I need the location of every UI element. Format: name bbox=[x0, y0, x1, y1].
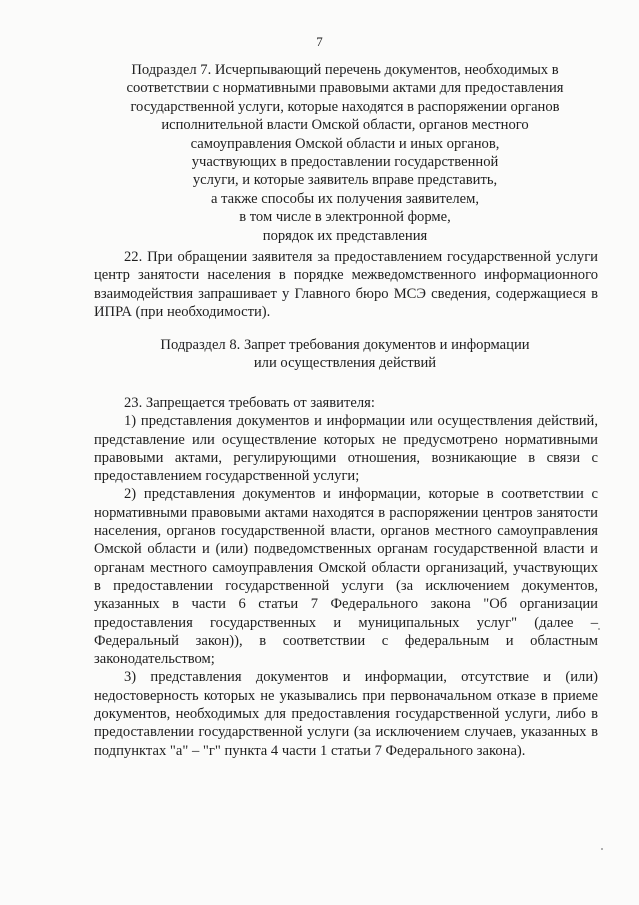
list-item: 3) представления документов и информации, отсутствие и (или) недостоверность которых не указывались при первоначальном отказе в приеме документов, необходимых для предоставления государственной услуги, либо в предоставлении государственной услуги (за исключением случаев, указанных в подпунктах "а" – "г" пункта 4 части 1 статьи 7 Федерального закона). bbox=[94, 669, 598, 759]
heading-line: в том числе в электронной форме, bbox=[239, 209, 451, 226]
heading-line: или осуществления действий bbox=[253, 355, 437, 372]
heading-line: порядок их представления bbox=[262, 227, 428, 244]
paragraph-23 bbox=[94, 394, 598, 760]
heading-line: соответствии с нормативными правовыми актами для предоставления bbox=[126, 80, 564, 97]
page-number: 7 bbox=[316, 34, 323, 49]
heading-line: государственной услуги, которые находятся в распоряжении органов bbox=[130, 98, 560, 115]
heading-line: Подраздел 7. Исчерпывающий перечень документов, необходимых в bbox=[131, 62, 559, 78]
subsection-7-heading bbox=[95, 61, 595, 245]
heading-line: услуги, и которые заявитель вправе представить, bbox=[192, 172, 498, 189]
paragraph-22: 22. При обращении заявителя за предоставлением государственной услуги центр занятости населения в порядке межведомственного информационного взаимодействия запрашивает у Главного бюро МСЭ сведения, содержащиеся в ИПРА (при необходимости). bbox=[94, 249, 598, 320]
heading-line: самоуправления Омской области и иных органов, bbox=[190, 135, 500, 152]
heading-line: Подраздел 8. Запрет требования документов и информации bbox=[160, 337, 530, 353]
list-item: 2) представления документов и информации, которые в соответствии с нормативными правовыми актами находятся в распоряжении центров занятости населения, органов государственной власти, органов местного самоуправления Омской области и (или) подведомственных органам государственной власти и органам местного самоуправления Омской области организаций, участвующих в предоставлении государственной услуги (за исключением документов, указанных в части 6 статьи 7 Федерального закона "Об организации предоставления государственных и муниципальных услуг" (далее – Федеральный закон)), в соответствии с федеральным и областным законодательством; bbox=[94, 486, 598, 668]
list-item: 1) представления документов и информации или осуществления действий, представление или осуществление которых не предусмотрено нормативными правовыми актами, регулирующими отношения, возникающие в связи с предоставлением государственной услуги; bbox=[94, 413, 598, 485]
heading-line: исполнительной власти Омской области, органов местного bbox=[161, 117, 529, 134]
scan-speck bbox=[601, 848, 603, 850]
heading-line: участвующих в предоставлении государственной bbox=[191, 154, 499, 171]
scan-speck bbox=[598, 628, 600, 630]
subsection-8-heading bbox=[95, 336, 595, 373]
paragraph-23-intro: 23. Запрещается требовать от заявителя: bbox=[124, 395, 375, 411]
heading-line: а также способы их получения заявителем, bbox=[210, 190, 480, 207]
